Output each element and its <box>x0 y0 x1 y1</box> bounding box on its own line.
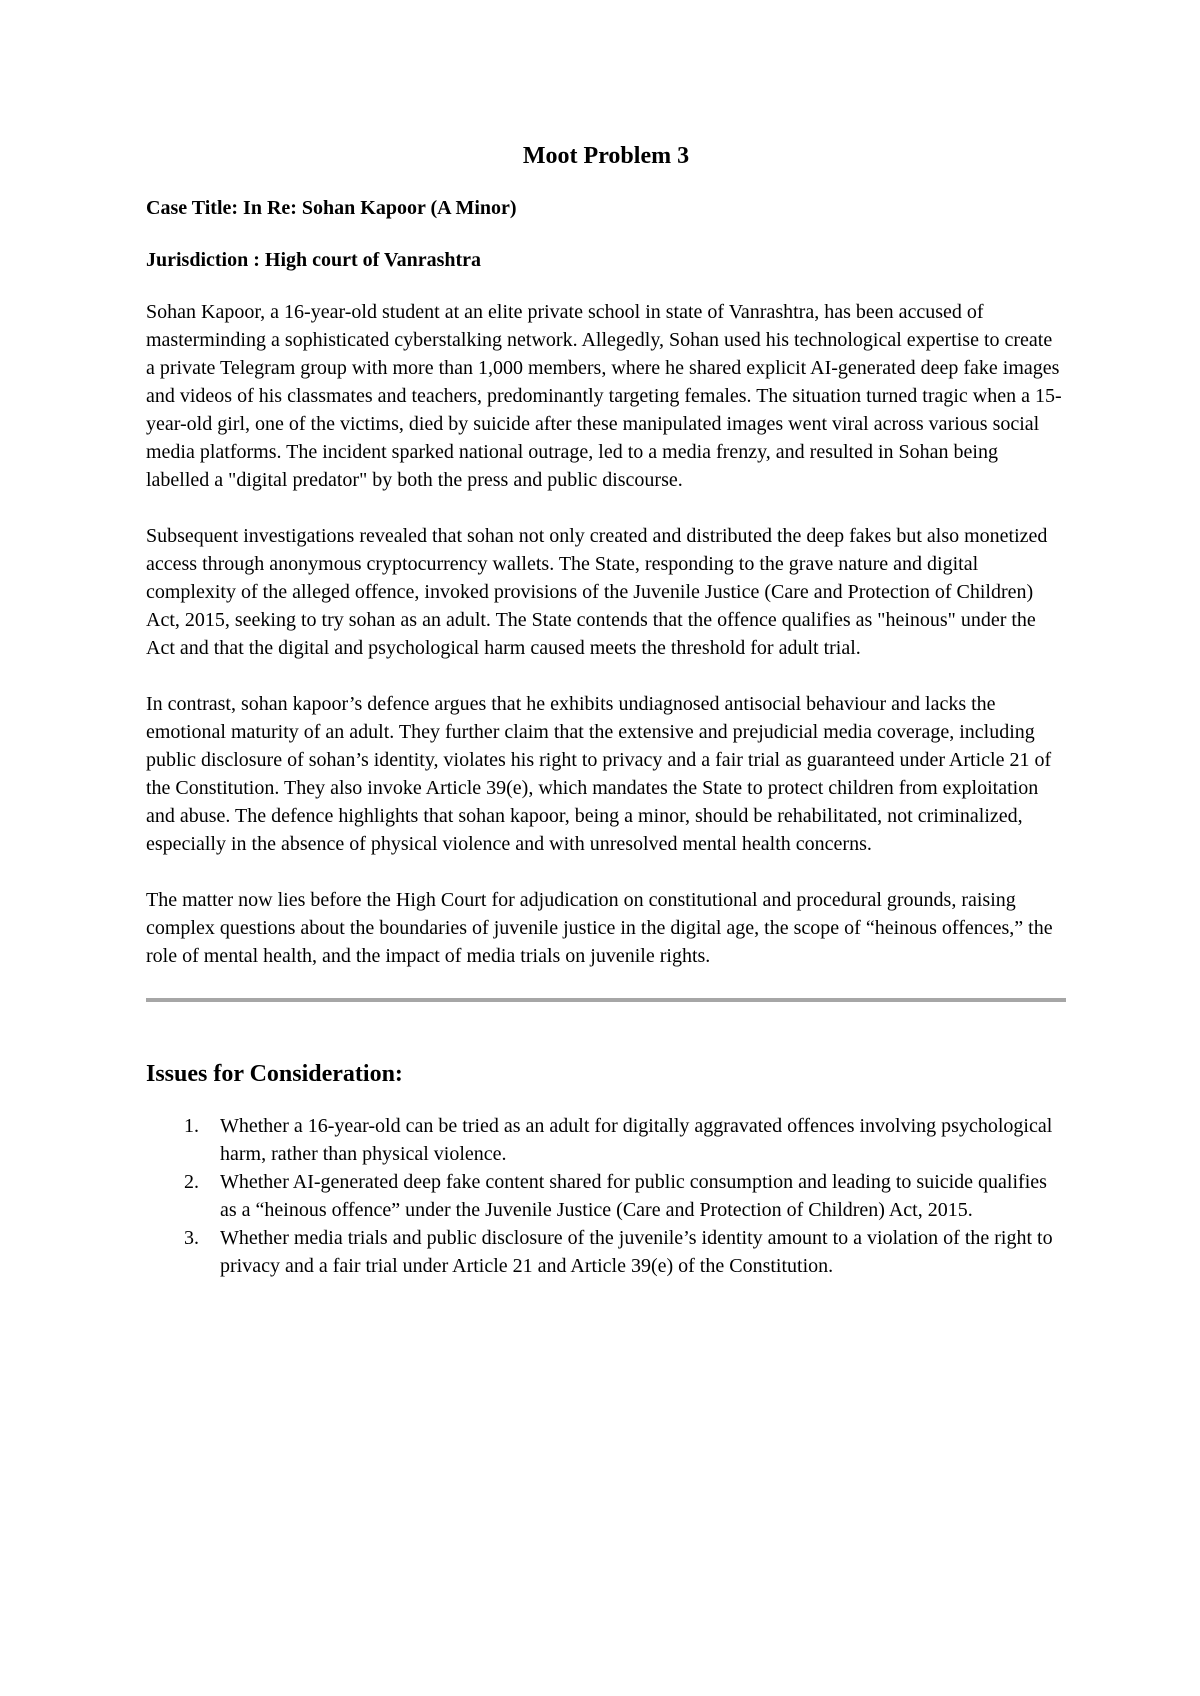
issue-item <box>146 1168 1066 1224</box>
issue-item <box>146 1112 1066 1168</box>
issue-text: Whether AI-generated deep fake content shared for public consumption and leading to suicide qualifies as a “heinous offence” under the Juvenile Justice (Care and Protection of Children) Act, 2015. <box>220 1171 1047 1221</box>
case-title: Case Title: In Re: Sohan Kapoor (A Minor) <box>146 197 517 219</box>
paragraph-facts: Sohan Kapoor, a 16-year-old student at an elite private school in state of Vanrashtra, has been accused of masterminding a sophisticated cyberstalking network. Allegedly, Sohan used his technological expertise to create a private Telegram group with more than 1,000 members, where he shared explicit AI-generated deep fake images and videos of his classmates and teachers, predominantly targeting females. The situation turned tragic when a 15-year-old girl, one of the victims, died by suicide after these manipulated images went viral across various social media platforms. The incident sparked national outrage, led to a media frenzy, and resulted in Sohan being labelled a "digital predator" by both the press and public discourse. <box>146 301 1062 491</box>
issue-text: Whether media trials and public disclosure of the juvenile’s identity amount to a violation of the right to privacy and a fair trial under Article 21 and Article 39(e) of the Constitution. <box>220 1227 1053 1277</box>
jurisdiction: Jurisdiction : High court of Vanrashtra <box>146 249 482 271</box>
document-title: Moot Problem 3 <box>522 143 690 169</box>
paragraph-investigation: Subsequent investigations revealed that sohan not only created and distributed the deep fakes but also monetized access through anonymous cryptocurrency wallets. The State, responding to the grave nature and digital complexity of the alleged offence, invoked provisions of the Juvenile Justice (Care and Protection of Children) Act, 2015, seeking to try sohan as an adult. The State contends that the offence qualifies as "heinous" under the Act and that the digital and psychological harm caused meets the threshold for adult trial. <box>146 525 1048 659</box>
issue-item <box>146 1224 1066 1280</box>
horizontal-divider <box>146 998 1066 1002</box>
issue-number: 1. <box>184 1115 199 1137</box>
paragraph-defence: In contrast, sohan kapoor’s defence argues that he exhibits undiagnosed antisocial behaviour and lacks the emotional maturity of an adult. They further claim that the extensive and prejudicial media coverage, including public disclosure of sohan’s identity, violates his right to privacy and a fair trial as guaranteed under Article 21 of the Constitution. They also invoke Article 39(e), which mandates the State to protect children from exploitation and abuse. The defence highlights that sohan kapoor, being a minor, should be rehabilitated, not criminalized, especially in the absence of physical violence and with unresolved mental health concerns. <box>146 693 1052 855</box>
issues-heading: Issues for Consideration: <box>146 1061 403 1087</box>
issue-number: 3. <box>184 1227 199 1249</box>
issues-list <box>146 1112 1066 1280</box>
document-page <box>146 140 1066 1280</box>
issue-text: Whether a 16-year-old can be tried as an adult for digitally aggravated offences involving psychological harm, rather than physical violence. <box>220 1115 1053 1165</box>
paragraph-matter: The matter now lies before the High Court for adjudication on constitutional and procedural grounds, raising complex questions about the boundaries of juvenile justice in the digital age, the scope of “heinous offences,” the role of mental health, and the impact of media trials on juvenile rights. <box>146 889 1053 967</box>
issue-number: 2. <box>184 1171 199 1193</box>
